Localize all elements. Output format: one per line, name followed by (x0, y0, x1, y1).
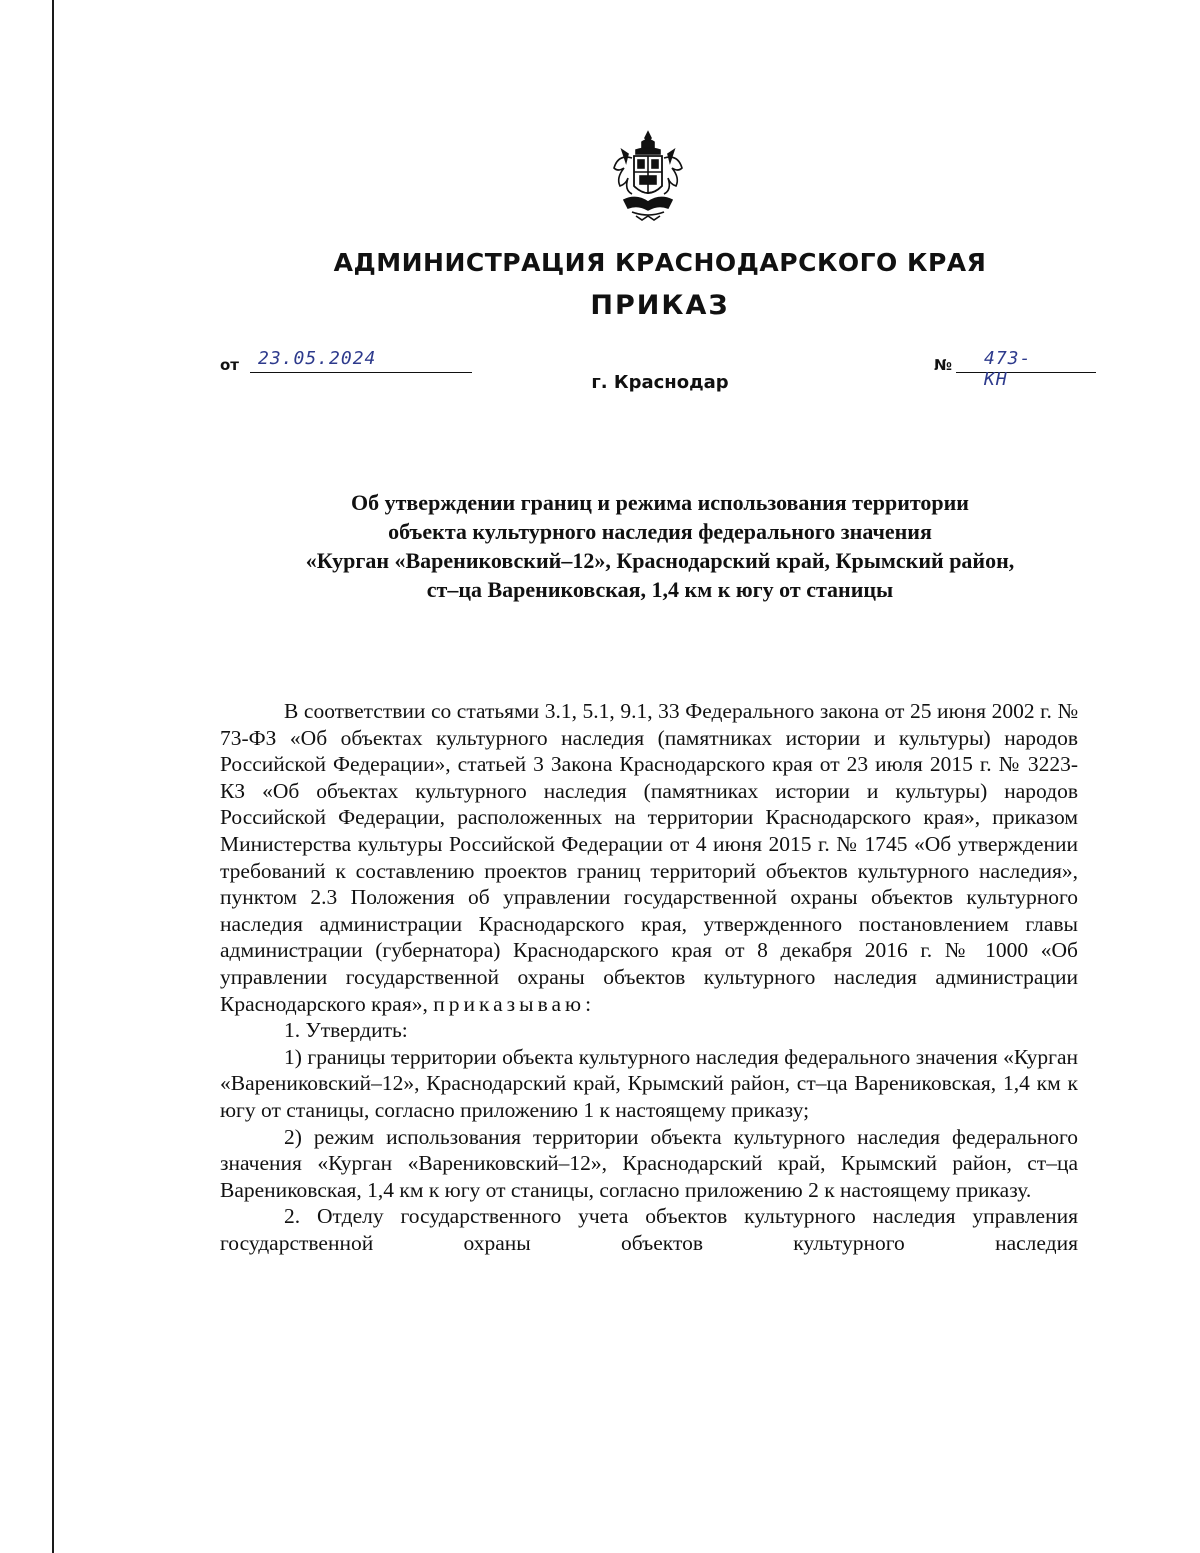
date-handwritten-value: 23.05.2024 (258, 348, 377, 369)
number-handwritten-value: 473-КН (984, 348, 1032, 390)
organization-name: АДМИНИСТРАЦИЯ КРАСНОДАРСКОГО КРАЯ (333, 248, 987, 277)
title-line: Об утверждении границ и режима использования территории (351, 490, 969, 515)
document-body (220, 698, 1078, 1256)
number-label: № (934, 356, 953, 374)
city-name: г. Краснодар (591, 372, 729, 393)
page-left-border (52, 0, 54, 1553)
krasnodar-coat-of-arms-icon (606, 128, 690, 224)
title-line: ст–ца Варениковская, 1,4 км к югу от станицы (426, 577, 894, 602)
date-label: от (220, 356, 239, 374)
title-line: «Курган «Варениковский–12», Краснодарский край, Крымский район, (305, 548, 1015, 573)
title-line: объекта культурного наследия федерального значения (388, 519, 932, 544)
preamble-paragraph (220, 698, 1078, 1017)
document-title (180, 488, 1140, 604)
document-type: ПРИКАЗ (590, 290, 730, 321)
item-2: 2. Отделу государственного учета объектов культурного наследия управления государственной охраны объектов культурного наследия (220, 1204, 1078, 1255)
preamble-text: В соответствии со статьями 3.1, 5.1, 9.1, 33 Федерального закона от 25 июня 2002 г. № 73-ФЗ «Об объектах культурного наследия (памятниках истории и культуры) народов Российской Федерации», статьей 3 Закона Краснодарского края от 23 июля 2015 г. № 3223-КЗ «Об объектах культурного наследия (памятниках истории и культуры) народов Российской Федерации, расположенных на территории Краснодарского края», приказом Министерства культуры Российской Федерации от 4 июня 2015 г. № 1745 «Об утверждении требований к составлению проектов границ территорий объектов культурного наследия», пунктом 2.3 Положения об управлении государственной охраны объектов культурного наследия администрации Краснодарского края, утвержденного постановлением главы администрации (губернатора) Краснодарского края от 8 декабря 2016 г. № 1000 «Об управлении государственной охраны объектов культурного наследия администрации Краснодарского края», (220, 699, 1078, 1016)
order-word: приказываю: (433, 991, 596, 1016)
item-1: 1. Утвердить: (284, 1018, 408, 1043)
item-1-subitem-1: 1) границы территории объекта культурного наследия федерального значения «Курган «Варениковский–12», Краснодарский край, Крымский район, ст–ца Варениковская, 1,4 км к югу от станицы, согласно приложению 1 к настоящему приказу; (220, 1044, 1078, 1122)
item-1-subitem-2: 2) режим использования территории объекта культурного наследия федерального значения «Курган «Варениковский–12», Краснодарский край, Крымский район, ст–ца Варениковская, 1,4 км к югу от станицы, согласно приложению 2 к настоящему приказу. (220, 1124, 1078, 1202)
